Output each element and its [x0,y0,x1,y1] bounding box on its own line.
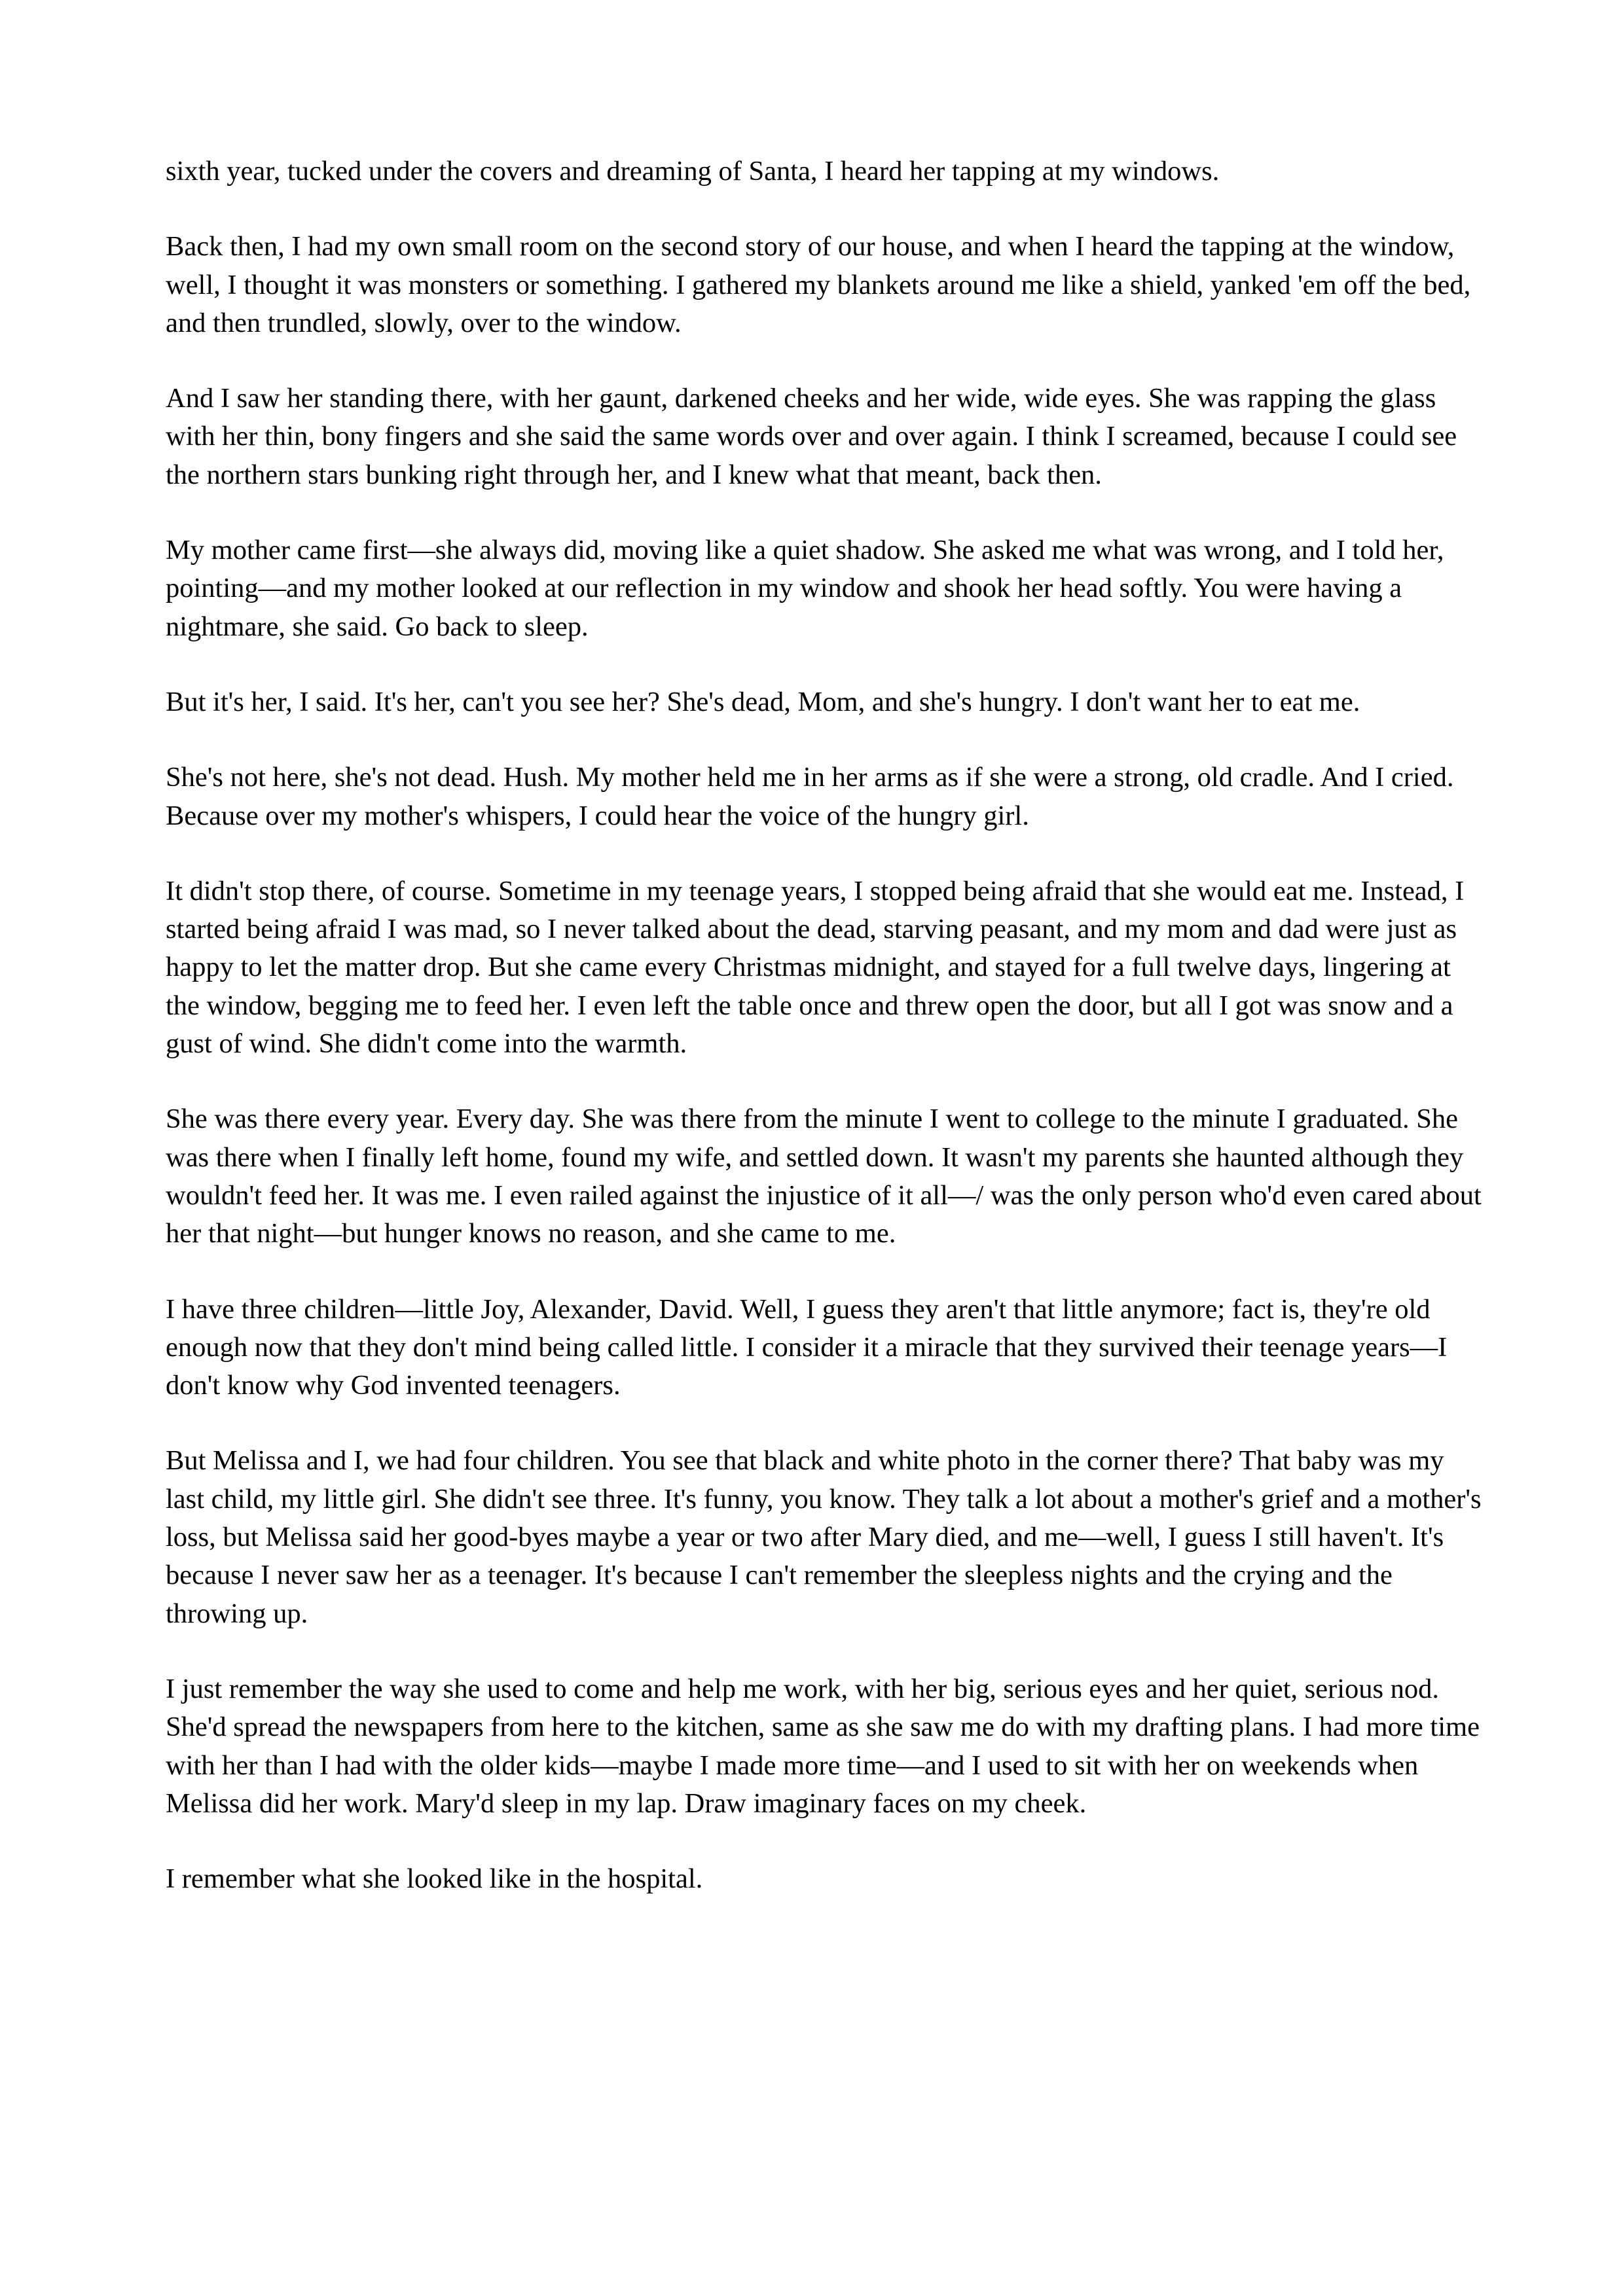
paragraph-8: She was there every year. Every day. She was there from the minute I went to college to the minute I graduated. She was there when I finally left home, found my wife, and settled down. It wasn't my parents she haunted although they wouldn't feed her. It was me. I even railed against the injustice of it all—/ was the only person who'd even cared about her that night—but hunger knows no reason, and she came to me. [166,1103,1482,1249]
paragraph-11: I just remember the way she used to come and help me work, with her big, serious eyes and her quiet, serious nod. She'd spread the newspapers from here to the kitchen, same as she saw me do with my drafting plans. I had more time with her than I had with the older kids—maybe I made more time—and I used to sit with her on weekends when Melissa did her work. Mary'd sleep in my lap. Draw imaginary faces on my cheek. [166,1673,1480,1819]
body-text [166,152,1482,1898]
paragraph-9: I have three children—little Joy, Alexander, David. Well, I guess they aren't that little anymore; fact is, they're old enough now that they don't mind being called little. I consider it a miracle that they survived their teenage years—I don't know why God invented teenagers. [166,1293,1448,1401]
paragraph-10: But Melissa and I, we had four children. You see that black and white photo in the corner there? That baby was my last child, my little girl. She didn't see three. It's funny, you know. They talk a lot about a mother's grief and a mother's loss, but Melissa said her good-byes maybe a year or two after Mary died, and me—well, I guess I still haven't. It's because I never saw her as a teenager. It's because I can't remember the sleepless nights and the crying and the throwing up. [166,1445,1482,1629]
paragraph-6: She's not here, she's not dead. Hush. My mother held me in her arms as if she were a strong, old cradle. And I cried. Because over my mother's whispers, I could hear the voice of the hungry girl. [166,762,1454,831]
paragraph-5: But it's her, I said. It's her, can't you see her? She's dead, Mom, and she's hungry. I don't want her to eat me. [166,686,1360,717]
paragraph-4: My mother came first—she always did, moving like a quiet shadow. She asked me what was wrong, and I told her, pointing—and my mother looked at our reflection in my window and shook her head softly. You were having a nightmare, she said. Go back to sleep. [166,535,1444,642]
paragraph-3: And I saw her standing there, with her gaunt, darkened cheeks and her wide, wide eyes. She was rapping the glass with her thin, bony fingers and she said the same words over and over again. I think I screamed, because I could see the northern stars bunking right through her, and I knew what that meant, back then. [166,383,1457,490]
paragraph-1: sixth year, tucked under the covers and dreaming of Santa, I heard her tapping at my windows. [166,156,1220,187]
paragraph-7: It didn't stop there, of course. Sometime in my teenage years, I stopped being afraid that she would eat me. Instead, I started being afraid I was mad, so I never talked about the dead, starving peasant, and my mom and dad were just as happy to let the matter drop. But she came every Christmas midnight, and stayed for a full twelve days, lingering at the window, begging me to feed her. I even left the table once and threw open the door, but all I got was snow and a gust of wind. She didn't come into the warmth. [166,875,1465,1060]
paragraph-12: I remember what she looked like in the hospital. [166,1863,703,1895]
paragraph-2: Back then, I had my own small room on the second story of our house, and when I heard the tapping at the window, well, I thought it was monsters or something. I gathered my blankets around me like a shield, yanked 'em off the bed, and then trundled, slowly, over to the window. [166,231,1471,338]
